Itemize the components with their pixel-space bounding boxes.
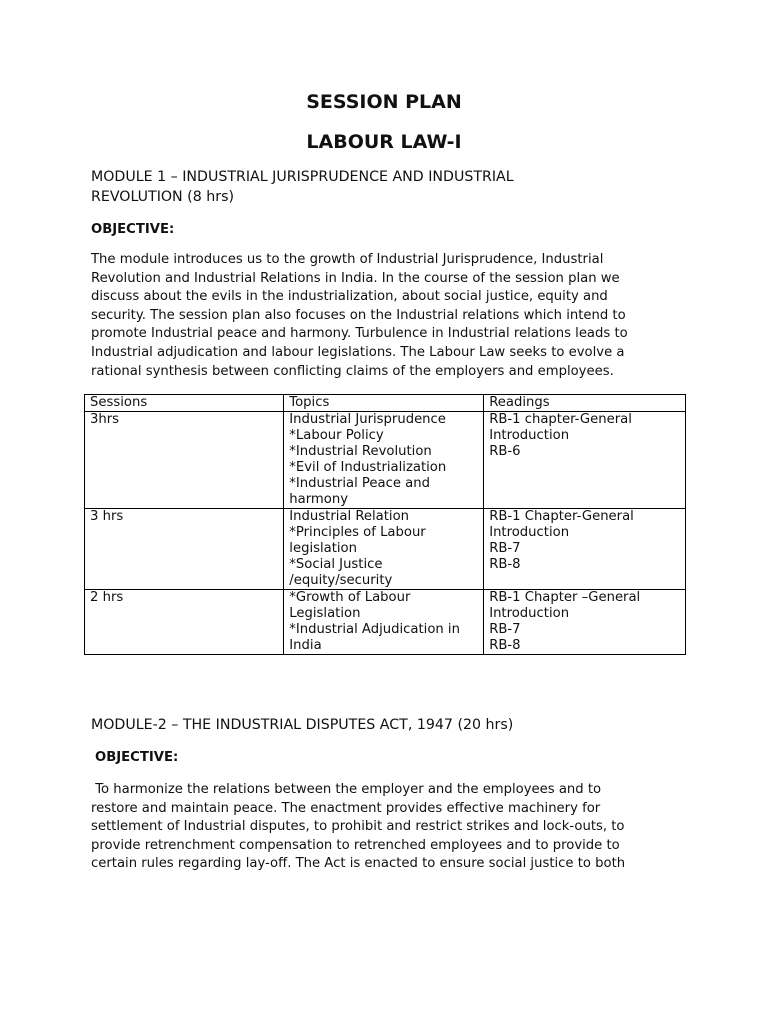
paragraph-line: settlement of Industrial disputes, to prohibit and restrict strikes and lock-outs, to (91, 819, 625, 835)
paragraph-line: To harmonize the relations between the employer and the employees and to (91, 782, 602, 797)
module-1-objective-label: OBJECTIVE: (91, 222, 175, 237)
cell-line: RB-1 Chapter –General (489, 590, 641, 605)
column-header-sessions: Sessions (85, 395, 284, 412)
column-header-topics: Topics (284, 395, 484, 412)
cell-line: 3 hrs (90, 509, 124, 524)
paragraph-line: Industrial adjudication and labour legislations. The Labour Law seeks to evolve a (91, 344, 625, 360)
cell-line: *Industrial Revolution (289, 444, 432, 459)
document-subtitle: LABOUR LAW-I (306, 131, 462, 153)
module-2-objective-text (91, 781, 671, 874)
cell-line: RB-6 (489, 444, 521, 459)
module-1-objective-text (91, 251, 671, 381)
cell-line: 2 hrs (90, 590, 124, 605)
readings-cell (484, 590, 686, 655)
paragraph-line: The module introduces us to the growth of Industrial Jurisprudence, Industrial (91, 252, 604, 267)
cell-line: Legislation (289, 606, 361, 621)
cell-line: India (289, 638, 322, 653)
cell-line: *Evil of Industrialization (289, 460, 447, 475)
paragraph-line: promote Industrial peace and harmony. Turbulence in Industrial relations leads to (91, 326, 628, 342)
cell-line: Introduction (489, 606, 570, 621)
cell-line: RB-7 (489, 541, 521, 556)
readings-cell (484, 412, 686, 509)
topics-cell (284, 590, 484, 655)
module-2-heading-line: MODULE-2 – THE INDUSTRIAL DISPUTES ACT, 1947 (20 hrs) (91, 717, 514, 733)
cell-line: Industrial Jurisprudence (289, 412, 446, 427)
cell-line: harmony (289, 492, 349, 507)
cell-line: RB-8 (489, 638, 521, 653)
cell-line: Industrial Relation (289, 509, 410, 524)
cell-line: RB-7 (489, 622, 521, 637)
paragraph-line: discuss about the evils in the industrialization, about social justice, equity and (91, 289, 608, 305)
paragraph-line: provide retrenchment compensation to retrenched employees and to provide to (91, 837, 620, 853)
cell-line: Introduction (489, 428, 570, 443)
cell-line: *Labour Policy (289, 428, 384, 443)
paragraph-line: Revolution and Industrial Relations in India. In the course of the session plan we (91, 270, 620, 286)
module-1-heading-line: MODULE 1 – INDUSTRIAL JURISPRUDENCE AND INDUSTRIAL (91, 169, 514, 185)
table-row (85, 509, 686, 590)
cell-line: *Growth of Labour (289, 590, 411, 605)
cell-line: legislation (289, 541, 357, 556)
cell-line: *Industrial Peace and (289, 476, 430, 491)
sessions-cell (85, 509, 284, 590)
cell-line: RB-8 (489, 557, 521, 572)
table-row (85, 412, 686, 509)
cell-line: *Principles of Labour (289, 525, 426, 540)
module-1-heading-line: REVOLUTION (8 hrs) (91, 188, 234, 205)
cell-line: /equity/security (289, 573, 393, 588)
paragraph-line: security. The session plan also focuses on the Industrial relations which intend to (91, 307, 626, 323)
sessions-cell (85, 590, 284, 655)
paragraph-line: restore and maintain peace. The enactment provides effective machinery for (91, 800, 601, 816)
module-2-heading (91, 716, 691, 736)
module-1-heading (91, 168, 691, 207)
cell-line: *Social Justice (289, 557, 383, 572)
paragraph-line: rational synthesis between conflicting claims of the employers and employees. (91, 363, 614, 379)
topics-cell (284, 412, 484, 509)
document-title: SESSION PLAN (306, 91, 462, 113)
table-row (85, 590, 686, 655)
cell-line: Introduction (489, 525, 570, 540)
column-header-readings: Readings (484, 395, 686, 412)
table-header-row (85, 395, 686, 412)
cell-line: RB-1 Chapter-General (489, 509, 634, 524)
session-table (84, 394, 686, 655)
topics-cell (284, 509, 484, 590)
sessions-cell (85, 412, 284, 509)
readings-cell (484, 509, 686, 590)
cell-line: RB-1 chapter-General (489, 412, 632, 427)
cell-line: *Industrial Adjudication in (289, 622, 460, 637)
paragraph-line: certain rules regarding lay-off. The Act is enacted to ensure social justice to both (91, 856, 626, 872)
cell-line: 3hrs (90, 412, 120, 427)
module-2-objective-label: OBJECTIVE: (95, 750, 179, 765)
